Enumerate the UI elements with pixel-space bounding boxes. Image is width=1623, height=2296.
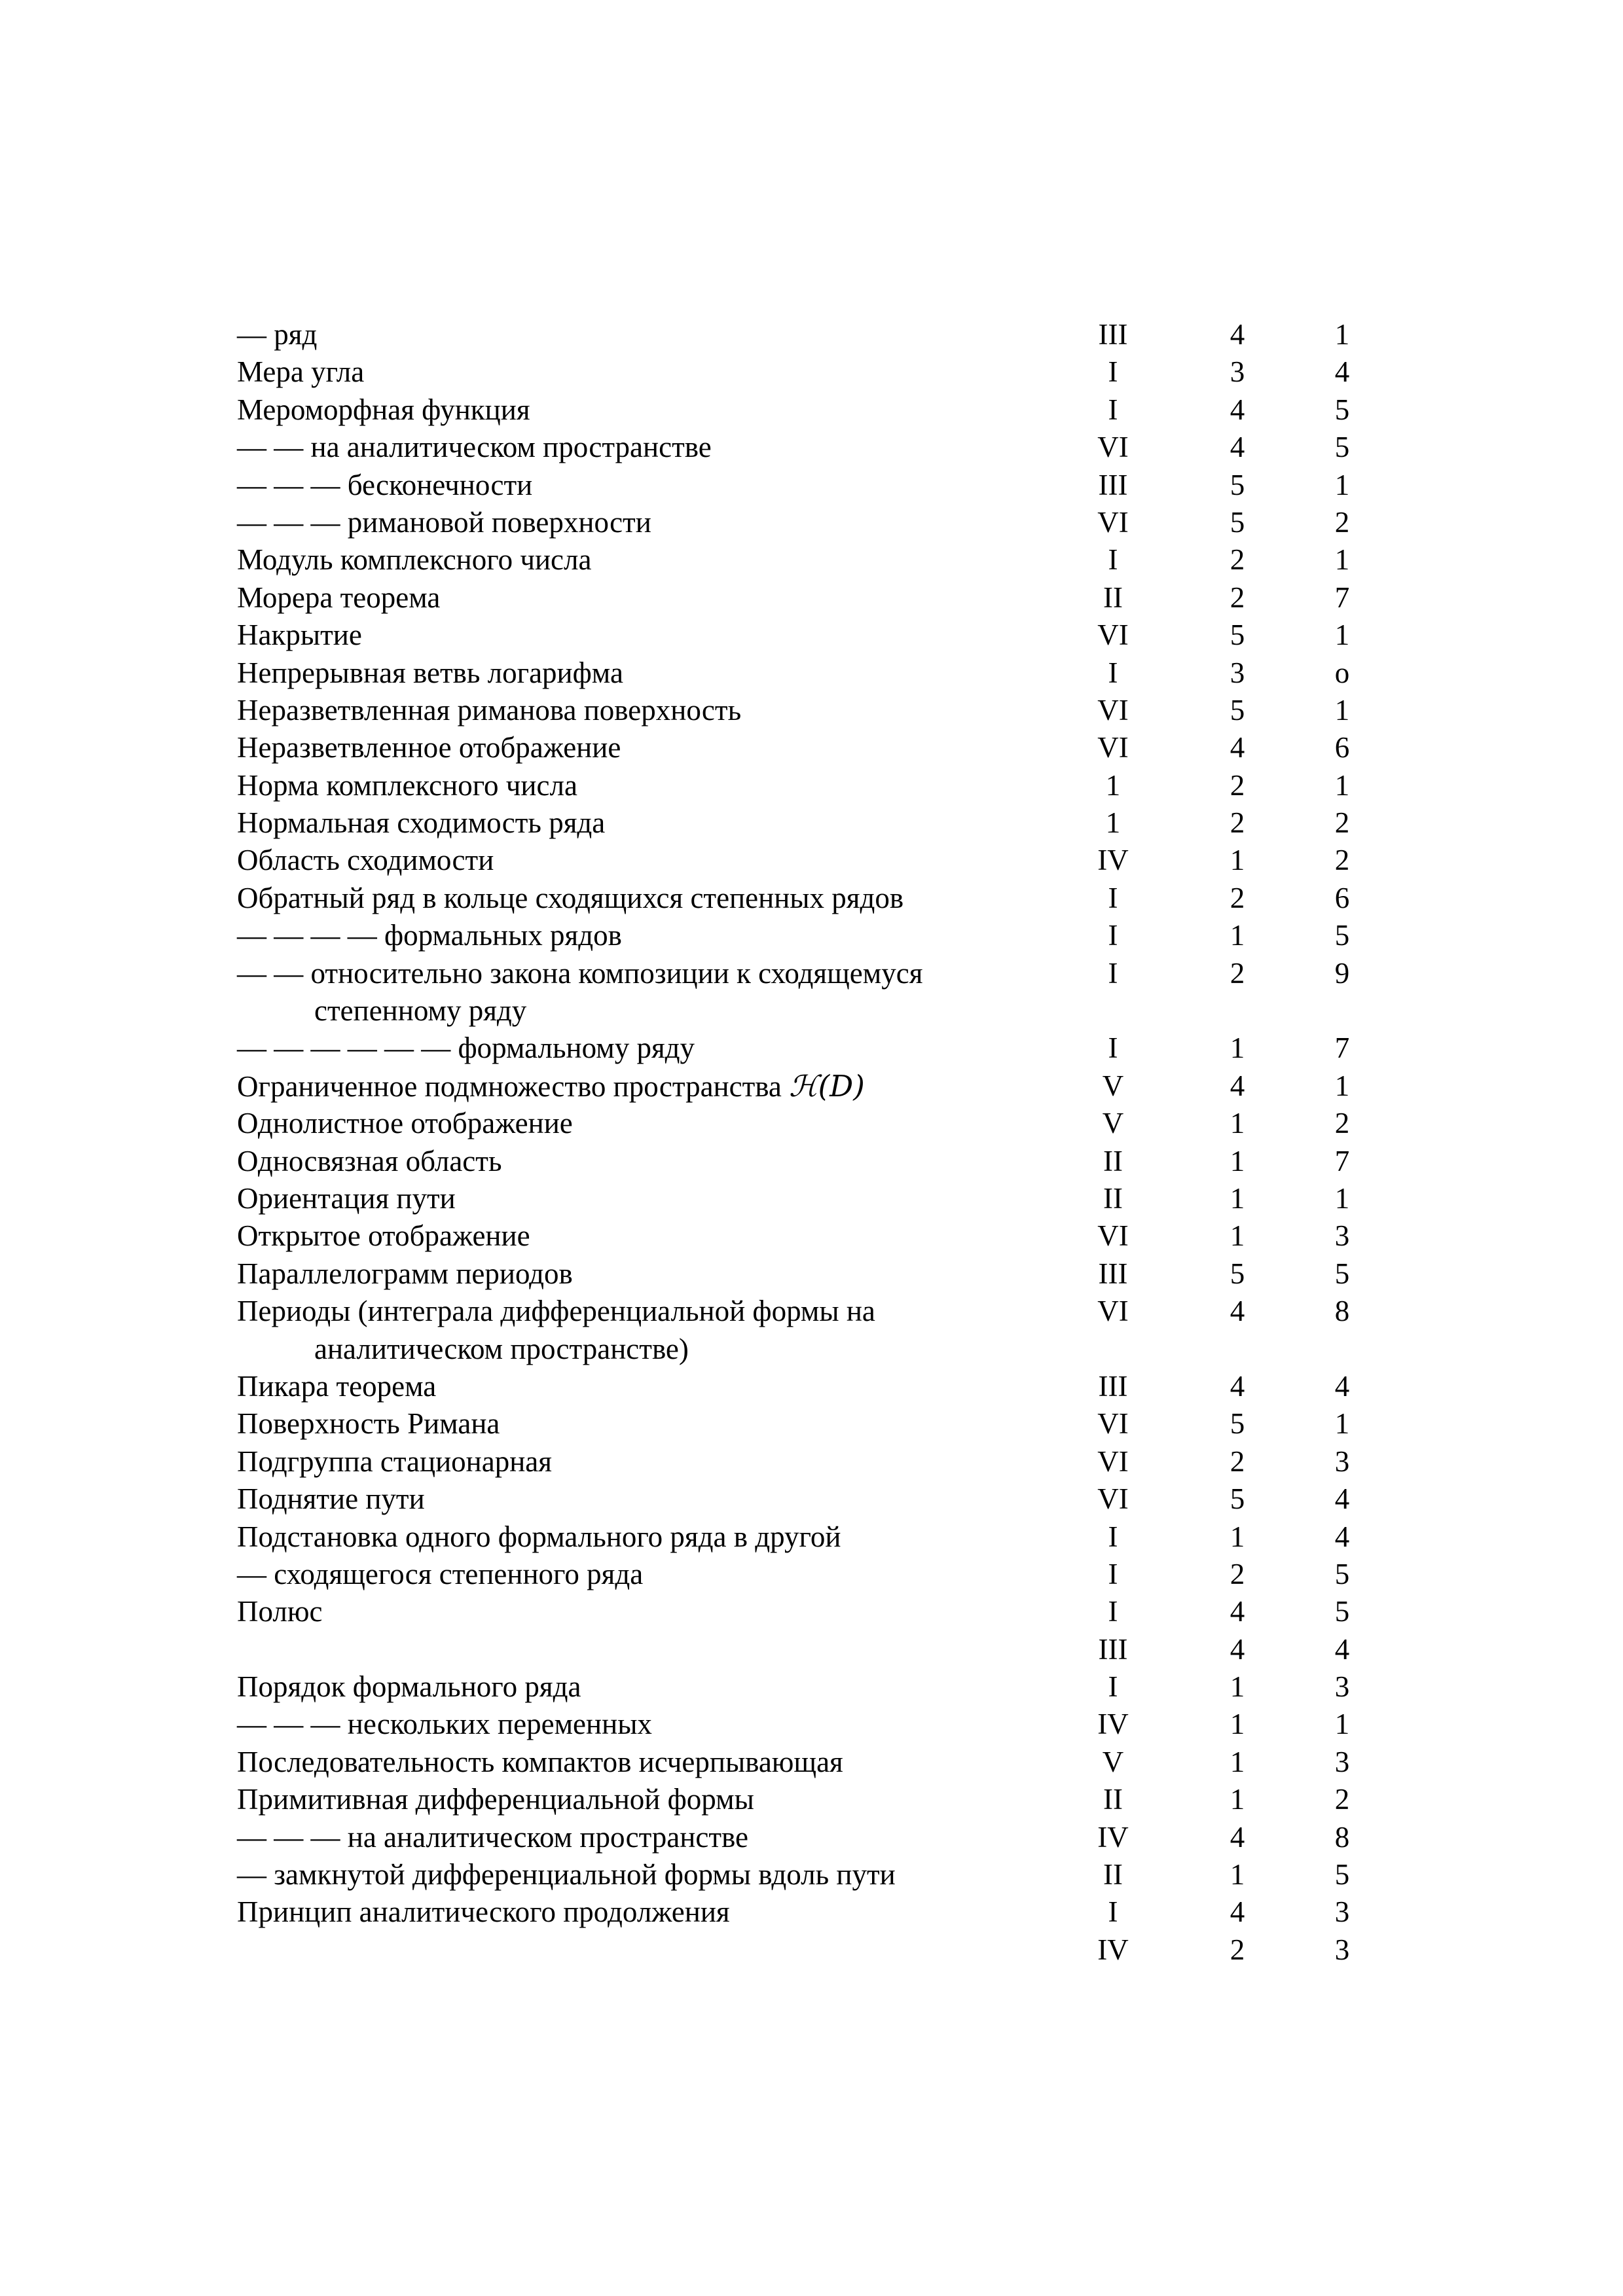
index-term	[237, 1781, 1042, 1818]
index-chapter: 5	[1230, 468, 1245, 501]
index-volume: IV	[1097, 1820, 1129, 1854]
index-volume: IV	[1097, 1708, 1129, 1741]
index-term-text: Область сходимости	[237, 844, 494, 877]
index-term-text: Полюс	[237, 1595, 323, 1628]
index-term	[237, 1893, 1042, 1931]
index-term-text: — — относительно закона композиции к сходящемуся	[237, 956, 923, 990]
index-section: 8	[1334, 1295, 1350, 1328]
index-term-text: Поднятие пути	[237, 1482, 425, 1516]
index-term-text: — замкнутой дифференциальной формы вдоль пути	[237, 1858, 896, 1892]
index-term	[237, 391, 1042, 429]
index-section: 5	[1334, 393, 1350, 426]
index-entry	[0, 429, 1623, 466]
index-term-text: Пикара теорема	[237, 1369, 437, 1403]
index-entry	[0, 1931, 1623, 1969]
index-volume: IV	[1097, 844, 1129, 877]
index-chapter: 4	[1230, 1595, 1245, 1628]
index-term	[237, 316, 1042, 353]
index-volume: I	[1108, 355, 1118, 389]
index-term-text: Параллелограмм периодов	[237, 1257, 573, 1290]
index-volume: VI	[1097, 619, 1129, 652]
index-term	[237, 1143, 1042, 1180]
index-entry	[0, 1217, 1623, 1255]
index-term-text: — ряд	[237, 318, 318, 351]
index-entry	[0, 1706, 1623, 1743]
index-volume: VI	[1097, 1295, 1129, 1328]
index-chapter: 2	[1230, 956, 1245, 990]
index-term-text: — — — на аналитическом пространстве	[237, 1820, 748, 1854]
index-entry	[0, 541, 1623, 579]
index-chapter: 1	[1230, 1708, 1245, 1741]
index-section: 4	[1334, 1632, 1350, 1666]
index-volume: II	[1103, 1182, 1123, 1215]
index-section: 2	[1334, 505, 1350, 539]
index-entry	[0, 617, 1623, 654]
index-section: 1	[1334, 543, 1350, 577]
index-term-text: Непрерывная ветвь логарифма	[237, 656, 623, 689]
index-term-text: — — — — — — формальному ряду	[237, 1031, 695, 1065]
index-chapter: 1	[1230, 1031, 1245, 1065]
index-volume: III	[1098, 468, 1128, 501]
index-chapter: 4	[1230, 1632, 1245, 1666]
index-term-text: Морера теорема	[237, 581, 441, 614]
index-term	[237, 1217, 1042, 1255]
index-term-text: Порядок формального ряда	[237, 1670, 581, 1704]
index-entry	[0, 1255, 1623, 1293]
index-volume: VI	[1097, 431, 1129, 464]
index-volume: VI	[1097, 505, 1129, 539]
index-term-text: Норма комплексного числа	[237, 768, 577, 802]
index-volume: VI	[1097, 1219, 1129, 1253]
index-chapter: 2	[1230, 1444, 1245, 1478]
index-volume: VI	[1097, 731, 1129, 764]
index-chapter: 1	[1230, 1144, 1245, 1177]
index-chapter: 1	[1230, 919, 1245, 952]
index-chapter: 2	[1230, 806, 1245, 840]
index-entry	[0, 1893, 1623, 1931]
index-entry	[0, 1443, 1623, 1480]
index-term-continuation: степенному ряду	[314, 994, 527, 1028]
index-term-text: — — — нескольких переменных	[237, 1708, 652, 1741]
index-term-text: Обратный ряд в кольце сходящихся степенных рядов	[237, 881, 904, 914]
index-volume: I	[1108, 919, 1118, 952]
index-volume: III	[1098, 1257, 1128, 1290]
index-chapter: 4	[1230, 1295, 1245, 1328]
index-term	[237, 504, 1042, 541]
index-chapter: 1	[1230, 1745, 1245, 1778]
index-section: 3	[1334, 1670, 1350, 1704]
index-section: 4	[1334, 1520, 1350, 1553]
index-section: 6	[1334, 731, 1350, 764]
index-volume: VI	[1097, 1444, 1129, 1478]
index-volume: VI	[1097, 1407, 1129, 1441]
index-term-text: Подстановка одного формального ряда в другой	[237, 1520, 841, 1553]
index-chapter: 3	[1230, 355, 1245, 389]
index-section: 2	[1334, 806, 1350, 840]
index-volume: I	[1108, 393, 1118, 426]
index-entry	[0, 579, 1623, 617]
index-volume: IV	[1097, 1933, 1129, 1966]
index-entry	[0, 1480, 1623, 1518]
index-section: 3	[1334, 1895, 1350, 1929]
index-term	[237, 1368, 1042, 1405]
index-section: 5	[1334, 1858, 1350, 1892]
index-term	[237, 579, 1042, 617]
index-chapter: 5	[1230, 505, 1245, 539]
index-term	[237, 1706, 1042, 1743]
index-chapter: 1	[1230, 844, 1245, 877]
index-term	[237, 1443, 1042, 1480]
index-term	[237, 1255, 1042, 1293]
index-volume: III	[1098, 1369, 1128, 1403]
index-section: 2	[1334, 1107, 1350, 1140]
index-term-text: Неразветвленная риманова поверхность	[237, 693, 742, 726]
index-volume: I	[1108, 881, 1118, 914]
index-section: 2	[1334, 844, 1350, 877]
index-section: 3	[1334, 1219, 1350, 1253]
index-term	[237, 804, 1042, 842]
index-volume: II	[1103, 1783, 1123, 1816]
index-volume: I	[1108, 1895, 1118, 1929]
index-section: 6	[1334, 881, 1350, 914]
index-volume: I	[1108, 1595, 1118, 1628]
index-section: 4	[1334, 1369, 1350, 1403]
index-chapter: 3	[1230, 656, 1245, 689]
index-entry	[0, 1518, 1623, 1556]
index-entry	[0, 1819, 1623, 1856]
index-term	[237, 353, 1042, 391]
index-entry	[0, 955, 1623, 1030]
index-volume: II	[1103, 581, 1123, 614]
index-section: 4	[1334, 1482, 1350, 1516]
index-term-text: Последовательность компактов исчерпывающая	[237, 1745, 843, 1778]
index-term-text: Принцип аналитического продолжения	[237, 1895, 730, 1929]
index-section: 1	[1334, 1182, 1350, 1215]
index-volume: I	[1108, 1520, 1118, 1553]
index-entry	[0, 1856, 1623, 1893]
index-term	[237, 767, 1042, 804]
index-section: 5	[1334, 919, 1350, 952]
index-entry	[0, 1067, 1623, 1105]
index-section: 7	[1334, 1144, 1350, 1177]
index-term-text: — — — — формальных рядов	[237, 919, 622, 952]
index-term-text: Неразветвленное отображение	[237, 731, 621, 764]
index-chapter: 4	[1230, 393, 1245, 426]
index-chapter: 1	[1230, 1858, 1245, 1892]
index-term-text: Примитивная дифференциальной формы	[237, 1783, 754, 1816]
index-chapter: 2	[1230, 881, 1245, 914]
index-entry	[0, 1293, 1623, 1368]
index-term-text: — — на аналитическом пространстве	[237, 431, 712, 464]
index-entry	[0, 1030, 1623, 1067]
index-volume: II	[1103, 1144, 1123, 1177]
index-entry	[0, 917, 1623, 954]
index-term	[237, 1668, 1042, 1706]
index-chapter: 1	[1230, 1783, 1245, 1816]
index-section: 3	[1334, 1745, 1350, 1778]
index-chapter: 2	[1230, 1557, 1245, 1590]
index-section: o	[1334, 656, 1350, 689]
index-section: 2	[1334, 1783, 1350, 1816]
index-term	[237, 1556, 1042, 1593]
index-chapter: 5	[1230, 1482, 1245, 1516]
index-section: 1	[1334, 768, 1350, 802]
index-term	[237, 1180, 1042, 1217]
index-section: 1	[1334, 1069, 1350, 1102]
index-section: 7	[1334, 581, 1350, 614]
index-chapter: 2	[1230, 543, 1245, 577]
index-term-text: Нормальная сходимость ряда	[237, 806, 606, 840]
index-chapter: 1	[1230, 1182, 1245, 1215]
index-section: 9	[1334, 956, 1350, 990]
index-section: 1	[1334, 1407, 1350, 1441]
index-term	[237, 917, 1042, 954]
index-chapter: 2	[1230, 581, 1245, 614]
index-chapter: 5	[1230, 1407, 1245, 1441]
index-chapter: 4	[1230, 318, 1245, 351]
index-entry	[0, 1180, 1623, 1217]
index-section: 8	[1334, 1820, 1350, 1854]
index-chapter: 5	[1230, 1257, 1245, 1290]
index-term	[237, 1593, 1042, 1630]
index-term	[237, 1819, 1042, 1856]
index-entry	[0, 353, 1623, 391]
index-term-text: Односвязная область	[237, 1144, 502, 1177]
index-chapter: 4	[1230, 1820, 1245, 1854]
index-section: 4	[1334, 355, 1350, 389]
index-entry	[0, 655, 1623, 692]
index-term	[237, 541, 1042, 579]
index-volume: I	[1108, 1670, 1118, 1704]
index-section: 5	[1334, 1257, 1350, 1290]
index-chapter: 4	[1230, 1369, 1245, 1403]
index-term	[237, 429, 1042, 466]
index-term	[237, 1480, 1042, 1518]
index-section: 3	[1334, 1933, 1350, 1966]
index-term-text: Накрытие	[237, 619, 362, 652]
index-entry	[0, 692, 1623, 729]
index-entry	[0, 1556, 1623, 1593]
index-chapter: 1	[1230, 1670, 1245, 1704]
index-term	[237, 617, 1042, 654]
index-term-text: Ограниченное подмножество пространства	[237, 1069, 790, 1103]
index-entry	[0, 767, 1623, 804]
index-volume: II	[1103, 1858, 1123, 1892]
index-term	[237, 842, 1042, 879]
index-volume: III	[1098, 318, 1128, 351]
index-term-text: Мероморфная функция	[237, 393, 530, 426]
index-volume: V	[1102, 1745, 1124, 1778]
index-term	[237, 1105, 1042, 1142]
index-entry	[0, 1744, 1623, 1781]
index-entry	[0, 1143, 1623, 1180]
index-list	[0, 316, 1623, 1969]
index-chapter: 5	[1230, 693, 1245, 726]
index-entry	[0, 842, 1623, 879]
index-volume: 1	[1105, 768, 1121, 802]
index-chapter: 4	[1230, 431, 1245, 464]
index-volume: 1	[1105, 806, 1121, 840]
index-section: 1	[1334, 318, 1350, 351]
index-entry	[0, 1781, 1623, 1818]
index-term	[237, 1856, 1042, 1893]
index-entry	[0, 1631, 1623, 1668]
index-volume: I	[1108, 543, 1118, 577]
index-section: 5	[1334, 431, 1350, 464]
index-term	[237, 1518, 1042, 1556]
index-term-math: ℋ(D)	[789, 1068, 865, 1103]
index-volume: VI	[1097, 693, 1129, 726]
index-chapter: 4	[1230, 1895, 1245, 1929]
index-section: 5	[1334, 1595, 1350, 1628]
index-term-text: Периоды (интеграла дифференциальной формы на	[237, 1295, 875, 1328]
index-entry	[0, 729, 1623, 766]
index-term	[237, 1405, 1042, 1443]
index-section: 3	[1334, 1444, 1350, 1478]
index-section: 1	[1334, 1708, 1350, 1741]
index-chapter: 1	[1230, 1219, 1245, 1253]
index-entry	[0, 1405, 1623, 1443]
index-entry	[0, 1593, 1623, 1630]
index-volume: V	[1102, 1069, 1124, 1102]
index-term-text: — сходящегося степенного ряда	[237, 1557, 644, 1590]
index-term	[237, 467, 1042, 504]
index-term-text: — — — бесконечности	[237, 468, 533, 501]
index-term	[237, 729, 1042, 766]
index-term-text: Поверхность Римана	[237, 1407, 500, 1441]
index-term	[237, 655, 1042, 692]
index-chapter: 2	[1230, 1933, 1245, 1966]
index-chapter: 1	[1230, 1520, 1245, 1553]
index-volume: I	[1108, 656, 1118, 689]
index-term	[237, 692, 1042, 729]
index-term-text: Ориентация пути	[237, 1182, 456, 1215]
index-term	[237, 1067, 1042, 1105]
index-entry	[0, 467, 1623, 504]
index-section: 1	[1334, 468, 1350, 501]
index-term-text: Открытое отображение	[237, 1219, 530, 1253]
index-volume: VI	[1097, 1482, 1129, 1516]
index-volume: I	[1108, 956, 1118, 990]
index-volume: III	[1098, 1632, 1128, 1666]
index-entry	[0, 804, 1623, 842]
index-term-text: Мера угла	[237, 355, 365, 389]
index-entry	[0, 316, 1623, 353]
index-section: 1	[1334, 693, 1350, 726]
index-term-text: Модуль комплексного числа	[237, 543, 592, 577]
index-entry	[0, 1105, 1623, 1142]
index-section: 7	[1334, 1031, 1350, 1065]
index-term-text: Подгруппа стационарная	[237, 1444, 552, 1478]
index-entry	[0, 504, 1623, 541]
index-term-continuation: аналитическом пространстве)	[314, 1332, 689, 1365]
index-chapter: 1	[1230, 1107, 1245, 1140]
index-entry	[0, 391, 1623, 429]
index-term	[237, 1744, 1042, 1781]
index-section: 1	[1334, 619, 1350, 652]
index-chapter: 4	[1230, 1069, 1245, 1102]
index-chapter: 5	[1230, 619, 1245, 652]
index-term	[237, 1030, 1042, 1067]
index-section: 5	[1334, 1557, 1350, 1590]
index-entry	[0, 1368, 1623, 1405]
index-volume: I	[1108, 1031, 1118, 1065]
index-chapter: 2	[1230, 768, 1245, 802]
index-term	[237, 955, 1042, 1030]
index-chapter: 4	[1230, 731, 1245, 764]
index-volume: I	[1108, 1557, 1118, 1590]
index-term-text: — — — римановой поверхности	[237, 505, 651, 539]
index-entry	[0, 1668, 1623, 1706]
index-term	[237, 1293, 1042, 1368]
index-term-text: Однолистное отображение	[237, 1107, 573, 1140]
index-entry	[0, 880, 1623, 917]
index-term	[237, 880, 1042, 917]
index-volume: V	[1102, 1107, 1124, 1140]
